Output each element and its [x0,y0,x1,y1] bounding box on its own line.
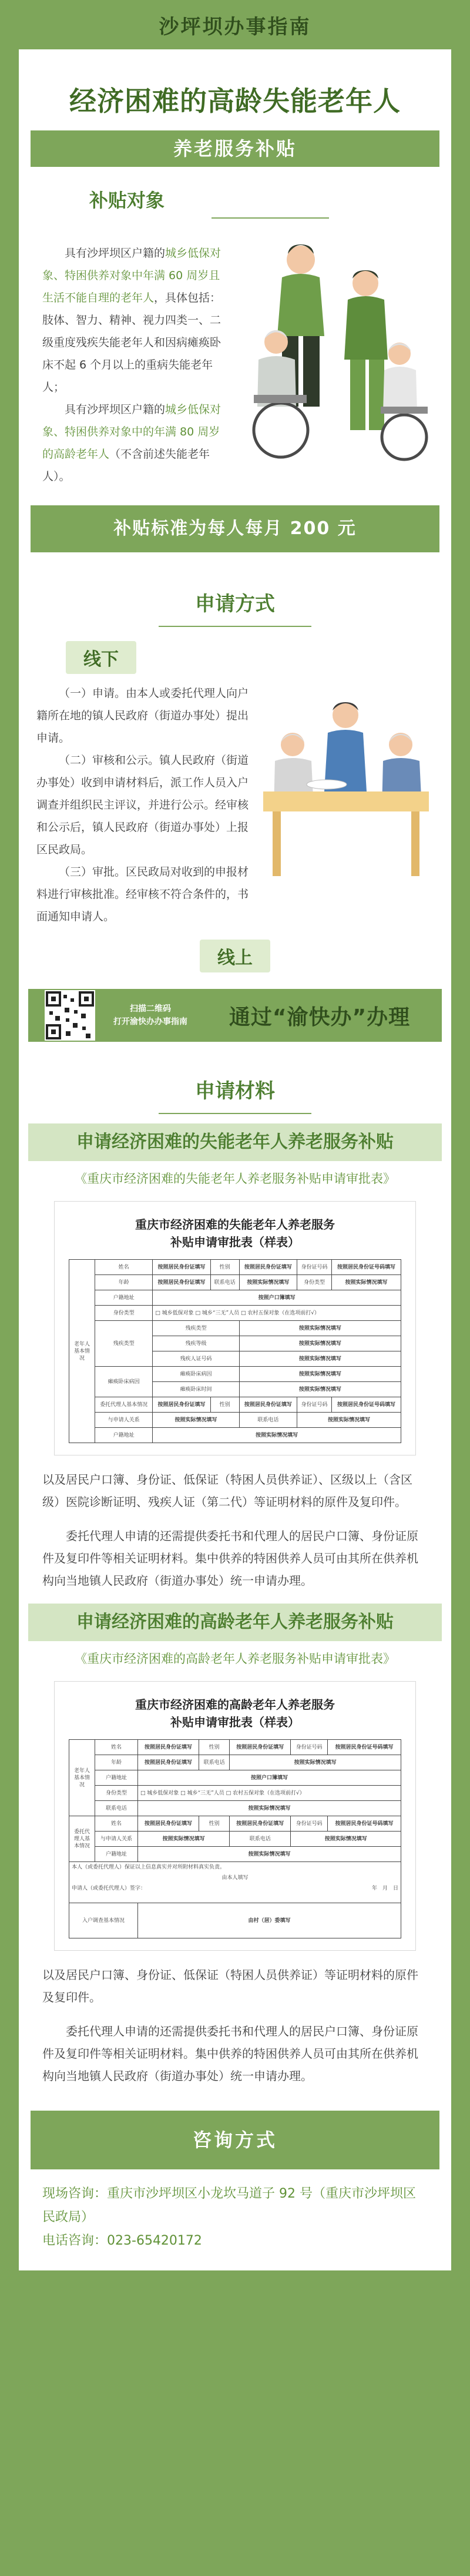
top-band [9,0,461,49]
form-b-pledge [69,1862,401,1903]
online-label-wrap [19,928,451,972]
subsidy-para2-highlight: 城乡低保对象、特困供养对象中的年满 80 周岁的高龄老年人 [42,403,221,461]
form-b-phone-note: 按照实际情况填写 [230,1755,401,1770]
form-b-pledge-text: 本人（或委托代理人）保证以上信息真实并对所附材料真实负责。 [72,1864,226,1870]
form-b-id: 身份证号码 [291,1740,328,1755]
form-b-date: 年 月 日 [371,1886,398,1891]
form-b-name-note: 按照居民身份证填写 [137,1740,199,1755]
step-approve: （三）审批。区民政局对收到的申报材料进行审核批准。经审核不符合条件的，书面通知申请人。 [36,866,249,923]
materials-b-notes [19,1951,451,2087]
form-b-agent-address: 户籍地址 [95,1847,138,1862]
form-b-pledge-note: 由本人填写 [221,1875,249,1881]
form-a-sex: 性别 [210,1260,239,1275]
form-b-agent-name: 姓名 [95,1816,138,1832]
materials-b-title: 申请经济困难的高龄老年人养老服务补贴 [28,1604,442,1641]
agency-tag: 沙坪坝办事指南 [159,15,311,39]
contact-phone[interactable]: 023-65420172 [107,2233,202,2248]
form-a-illness-cause: 瘫痪卧床病因 [153,1367,239,1382]
form-a-age-note: 按照居民身份证填写 [153,1275,210,1290]
materials-a-title: 申请经济困难的失能老年人养老服务补贴 [28,1123,442,1161]
form-a-disability-level-note: 按照实际情况填写 [239,1336,401,1351]
form-a-agent-sex: 性别 [210,1397,239,1413]
subsidy-rate-bar: 补贴标准为每人每月 200 元 [31,505,439,552]
form-a-agent-id-note: 按照居民身份证号码填写 [332,1397,401,1413]
main-panel [19,49,451,2270]
form-a-table [69,1259,401,1443]
contact-address: 重庆市沙坪坝区小龙坎马道子 92 号（重庆市沙坪坝区民政局） [42,2186,416,2225]
subsidy-section-title: 补贴对象 [19,167,451,219]
form-a-title-1: 重庆市经济困难的失能老年人养老服务 [135,1217,335,1232]
subsidy-para2-a: 具有沙坪坝区户籍的 [65,403,166,416]
materials-a-text-1: 以及居民户口簿、身份证、低保证（特困人员供养证）、区级以上（含区级）医院诊断证明、残疾人证（第二代）等证明材料的原件及复印件。 [42,1473,412,1509]
form-a-agent-id: 身份证号码 [297,1397,332,1413]
form-b-signer: 申请人（或委托代理人）签字： [72,1886,146,1891]
form-a-relation: 与申请人关系 [95,1413,153,1428]
online-label: 线上 [200,940,270,972]
form-a-basic-label: 老年人基本情况 [69,1260,95,1443]
contact-address-line [42,2182,428,2229]
offline-steps [36,674,257,928]
form-b-survey-note: 由村（居）委填写 [137,1903,401,1938]
form-a-agent-sex-note: 按照居民身份证填写 [239,1397,297,1413]
form-a-disabled-no: 残疾人证号码 [153,1351,239,1367]
qr-code-icon [45,990,95,1041]
materials-section-title: 申请材料 [19,1042,451,1114]
wheelchair-art [230,219,439,465]
form-b-contact-note: 按照实际情况填写 [137,1801,401,1816]
form-a-illness: 瘫痪卧床病因 [95,1367,153,1397]
form-a-disability-type: 残疾类型 [153,1321,239,1336]
online-box[interactable] [28,989,442,1042]
form-sample-a [54,1201,416,1455]
form-a-illness-note: 按照实际情况填写 [239,1367,401,1382]
subsidy-paragraph-2 [42,398,230,488]
form-sample-b [54,1681,416,1951]
form-a-agent-note: 按照居民身份证填写 [153,1397,210,1413]
form-b-relation: 与申请人关系 [95,1832,138,1847]
contact-section-title: 咨询方式 [31,2111,439,2169]
form-b-table [69,1739,401,1938]
form-b-contact: 联系电话 [95,1801,138,1816]
form-b-name: 姓名 [95,1740,138,1755]
form-a-contact-note: 按照实际情况填写 [297,1413,401,1428]
form-a-illness-time: 瘫痪卧床时间 [153,1382,239,1397]
subsidy-para1-a: 具有沙坪坝区户籍的 [65,247,166,260]
form-b-sign-row [72,1881,398,1892]
form-a-disability-note: 按照实际情况填写 [239,1321,401,1336]
form-a-phone-note: 按照实际情况填写 [239,1275,297,1290]
form-b-identity-options: □ 城乡低保对象 □ 城乡“三无”人员 □ 农村五保对象（在选项前打√） [137,1786,401,1801]
step-apply: （一）申请。由本人或委托代理人向户籍所在地的镇人民政府（街道办事处）提出申请。 [36,687,249,744]
elderly-wheelchair-illustration [230,219,439,488]
form-b-identity: 身份类型 [95,1786,138,1801]
form-b-agent-address-note: 按照实际情况填写 [137,1847,401,1862]
form-b-relation-note: 按照实际情况填写 [137,1832,229,1847]
contact-phone-line [42,2229,428,2253]
subsidy-para2-b: （不含前述失能老年人）。 [42,448,210,483]
form-a-relation-note: 按照实际情况填写 [153,1413,239,1428]
form-b-agent-sex-note: 按照居民身份证填写 [230,1816,291,1832]
form-a-disability-level: 残疾等级 [153,1336,239,1351]
materials-b-text-1: 以及居民户口簿、身份证、低保证（特困人员供养证）等证明材料的原件及复印件。 [42,1968,418,2004]
form-a-name: 姓名 [95,1260,153,1275]
contact-address-label: 现场咨询： [42,2186,108,2201]
subsidy-paragraph-1 [42,242,230,398]
form-a-age: 年龄 [95,1275,153,1290]
form-b-basic-label: 老年人基本情况 [69,1740,95,1816]
form-b-agent-sex: 性别 [199,1816,230,1832]
form-a-id-note: 按照居民身份证号码填写 [332,1260,401,1275]
materials-a-doc-ref: 《重庆市经济困难的失能老年人养老服务补贴申请审批表》 [75,1172,395,1186]
materials-a-text-2: 委托代理人申请的还需提供委托书和代理人的居民户口簿、身份证原件及复印件等相关证明材料。集中供养的特困供养人员可由其所在供养机构向当地镇人民政府（街道办事处）统一申请办理。 [42,1529,418,1588]
form-b-sex-note: 按照居民身份证填写 [230,1740,291,1755]
form-a-identity-type: 身份类型 [95,1306,153,1321]
online-method-text[interactable]: 通过“渝快办”办理 [229,1005,411,1029]
form-a-disability: 残疾类型 [95,1321,153,1367]
contact-phone-label: 电话咨询： [42,2233,108,2248]
form-a-identity: 身份类型 [297,1275,332,1290]
form-b-title-2: 补贴申请审批表（样表） [170,1715,300,1729]
dining-illustration [257,674,434,928]
subsidy-para1-b: ，具体包括：肢体、智力、精神、视力四类一、二级重度残疾失能老年人和因病瘫痪卧床不起 6 个月以上的重病失能老年人； [42,291,221,394]
form-b-sex: 性别 [199,1740,230,1755]
method-section-title: 申请方式 [19,552,451,627]
form-b-agent-contact-note: 按照实际情况填写 [291,1832,401,1847]
offline-label-wrap [19,627,451,674]
form-a-id: 身份证号码 [297,1260,332,1275]
form-b-agent: 委托代理人基本情况 [69,1816,95,1862]
form-a-sex-note: 按照居民身份证填写 [239,1260,297,1275]
contact-lines [19,2169,451,2270]
subsidy-para1-highlight: 城乡低保对象、特困供养对象中年满 60 周岁且生活不能自理的老年人 [42,247,221,304]
offline-row [19,674,451,928]
materials-a-notes [19,1455,451,1592]
subsidy-row [19,219,451,488]
form-b-address-note: 按照户口簿填写 [137,1770,401,1786]
qr-note: 扫描二维码 打开渝快办办事指南 [113,1004,187,1027]
form-a-address: 户籍地址 [95,1290,153,1306]
form-a-title-2: 补贴申请审批表（样表） [170,1235,300,1249]
form-a-identity-note: 按照实际情况填写 [332,1275,401,1290]
form-b-agent-name-note: 按照居民身份证填写 [137,1816,199,1832]
form-a-name-note: 按照居民身份证填写 [153,1260,210,1275]
form-a-agent-address: 户籍地址 [95,1428,153,1443]
form-a-agent: 委托代理人基本情况 [95,1397,153,1413]
form-a-illness-time-note: 按照实际情况填写 [239,1382,401,1397]
form-b-age: 年龄 [95,1755,138,1770]
form-a-address-note: 按照户口簿填写 [153,1290,401,1306]
dining-art [257,674,434,886]
form-b-phone: 联系电话 [199,1755,230,1770]
offline-label: 线下 [66,641,136,674]
form-b-agent-id: 身份证号码 [291,1816,328,1832]
subsidy-text [42,219,230,488]
form-b-survey: 入户调查基本情况 [69,1903,138,1938]
form-a-agent-address-note: 按照实际情况填写 [153,1428,401,1443]
form-a-contact: 联系电话 [239,1413,297,1428]
page-title: 经济困难的高龄失能老年人 [69,85,401,117]
form-b-age-note: 按照居民身份证填写 [137,1755,199,1770]
materials-b-text-2: 委托代理人申请的还需提供委托书和代理人的居民户口簿、身份证原件及复印件等相关证明材料。集中供养的特困供养人员可由其所在供养机构向当地镇人民政府（街道办事处）统一申请办理。 [42,2024,418,2083]
qr-code[interactable] [45,990,95,1041]
materials-b-doc-ref: 《重庆市经济困难的高龄老年人养老服务补贴申请审批表》 [75,1652,395,1666]
form-a-identity-options: □ 城乡低保对象 □ 城乡“三无”人员 □ 农村五保对象（在选项前打√） [153,1306,401,1321]
form-a-disabled-no-note: 按照实际情况填写 [239,1351,401,1367]
form-a-phone: 联系电话 [210,1275,239,1290]
form-b-address: 户籍地址 [95,1770,138,1786]
form-b-agent-id-note: 按照居民身份证号码填写 [327,1816,401,1832]
form-b-agent-contact: 联系电话 [230,1832,291,1847]
step-review: （二）审核和公示。镇人民政府（街道办事处）收到申请材料后，派工作人员入户调查并组织民主评议，并进行公示。经审核和公示后，镇人民政府（街道办事处）上报区民政局。 [36,754,249,856]
form-b-id-note: 按照居民身份证号码填写 [327,1740,401,1755]
form-b-title-1: 重庆市经济困难的高龄老年人养老服务 [135,1698,335,1712]
page-subtitle: 养老服务补贴 [31,130,439,167]
